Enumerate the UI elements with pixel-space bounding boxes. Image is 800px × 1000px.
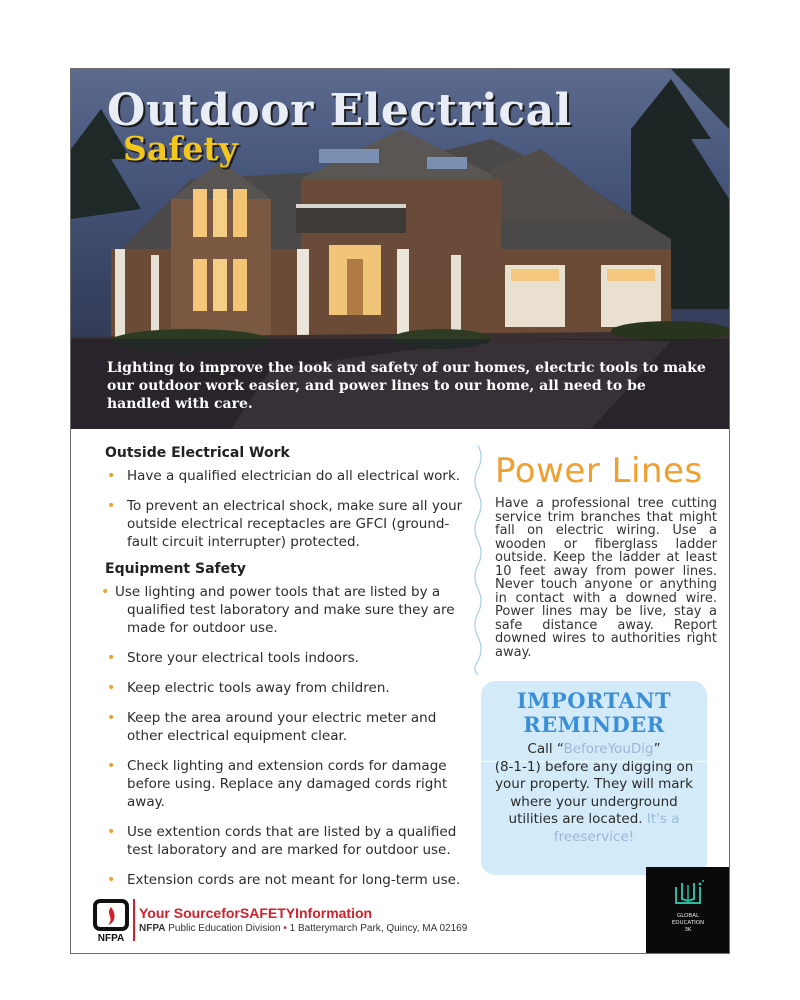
list-item: • Use extention cords that are listed by a qualified test laboratory and are marked for outdoor use. <box>107 824 457 858</box>
bullet-icon: • <box>101 584 110 600</box>
footer-divider <box>133 899 135 941</box>
bullet-icon: • <box>107 650 116 666</box>
wavy-divider <box>471 445 485 675</box>
list-item: • To prevent an electrical shock, make sure all your outside electrical receptacles are GFCI (ground-fault circuit interrupter) protected. <box>107 498 463 550</box>
title-line-1: Outdoor Electrical <box>107 85 572 136</box>
intro-text: Lighting to improve the look and safety of our homes, electric tools to make our outdoor work easier, and power lines to our home, all need to be handled with care. <box>107 360 706 412</box>
equipment-safety-heading: Equipment Safety <box>105 561 246 577</box>
outside-work-list <box>105 467 465 551</box>
flyer-page <box>70 68 730 954</box>
list-item: • Extension cords are not meant for long-term use. <box>107 872 461 888</box>
list-item: • Keep electric tools away from children. <box>107 680 390 696</box>
left-column <box>101 445 465 901</box>
bullet-icon: • <box>107 824 116 840</box>
bullet-icon: • <box>107 680 116 696</box>
svg-text:NFPA: NFPA <box>97 933 125 943</box>
important-reminder-box <box>481 681 707 875</box>
outside-work-heading: Outside Electrical Work <box>105 445 290 461</box>
global-education-logo-icon <box>646 867 730 913</box>
bullet-icon: • <box>107 710 116 726</box>
badge-text: GLOBAL EDUCATION 3K <box>671 913 705 933</box>
bullet-icon: • <box>107 872 116 888</box>
global-education-badge <box>646 867 730 953</box>
bullet-icon: • <box>107 758 116 774</box>
footer-address: NFPA Public Education Division • 1 Batterymarch Park, Quincy, MA 02169 <box>139 923 468 934</box>
title-line-2: Safety <box>123 129 238 168</box>
bullet-icon: • <box>107 468 116 484</box>
bullet-icon: • <box>107 498 116 514</box>
footer-tagline: Your SourceforSAFETYInformation <box>139 905 373 921</box>
list-item: • Check lighting and extension cords for damage before using. Replace any damaged cords right away. <box>107 758 448 810</box>
list-item: • Have a qualified electrician do all electrical work. <box>107 468 461 484</box>
hero-banner <box>71 69 729 429</box>
nfpa-logo-icon <box>91 899 131 943</box>
power-lines-heading: Power Lines <box>495 451 703 491</box>
equipment-safety-list <box>101 583 465 889</box>
power-lines-body: Have a professional tree cutting service trim branches that might fall on electric wiring. Use a wooden or fiberglass ladder outside. Keep the ladder at least 10 feet away from power lines. Never touch anyone or anything in contact with a downed wire. Power lines may be live, stay a safe distance away. Report downed wires to authorities right away. <box>495 496 717 660</box>
list-item: • Keep the area around your electric meter and other electrical equipment clear. <box>107 710 437 744</box>
right-column <box>495 445 717 659</box>
list-item: • Store your electrical tools indoors. <box>107 650 359 666</box>
reminder-body: Call “BeforeYouDig” (8-1-1) before any digging on your property. They will mark where your underground utilities are located. It's a freeservice! <box>494 741 694 845</box>
list-item: • Use lighting and power tools that are listed by a qualified test laboratory and make sure they are made for outdoor use. <box>101 584 455 636</box>
reminder-title: IMPORTANT REMINDER <box>516 688 672 737</box>
